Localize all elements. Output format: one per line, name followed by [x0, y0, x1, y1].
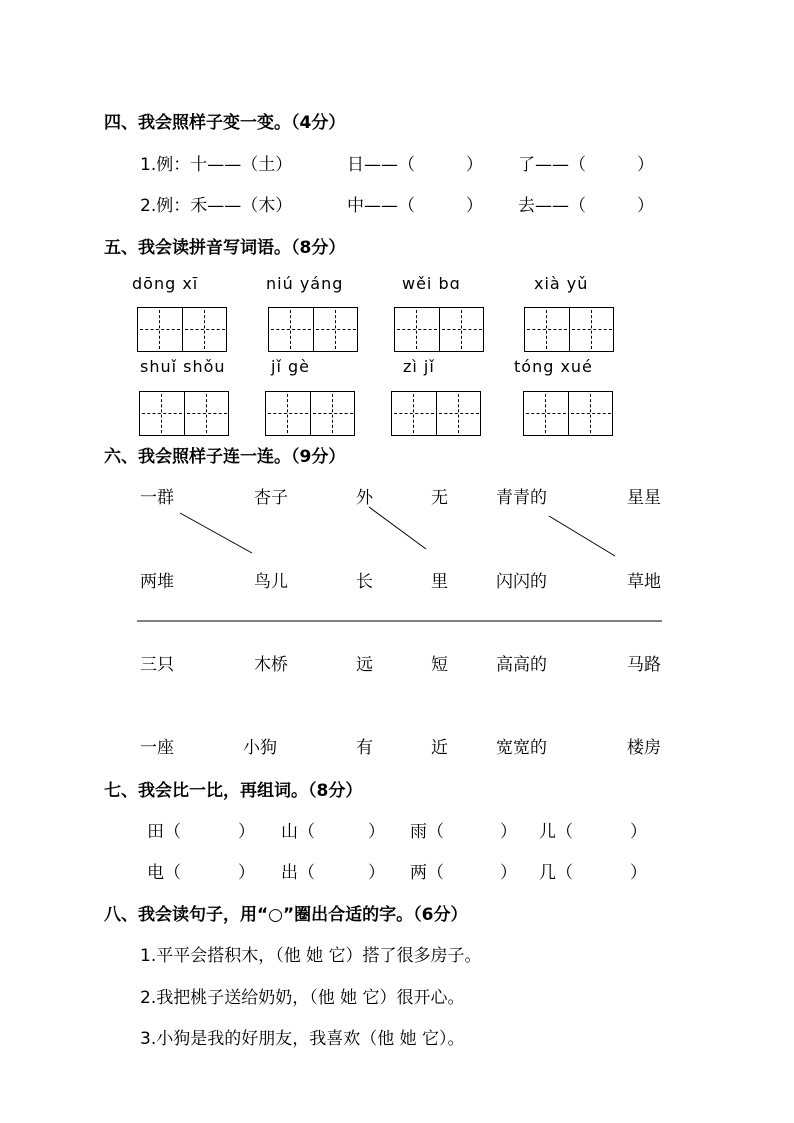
- match-word: 杏子: [254, 488, 288, 508]
- match-word: 三只: [140, 655, 174, 675]
- compare-close: ）: [630, 822, 647, 842]
- match-word: 青青的: [496, 488, 547, 508]
- match-line-1: [180, 513, 252, 553]
- compare-char: 儿（: [539, 822, 573, 842]
- compare-char: 几（: [539, 863, 573, 883]
- compare-char: 出（: [281, 863, 315, 883]
- pinyin-7: zì jǐ: [403, 357, 435, 376]
- compare-char: 雨（: [410, 822, 444, 842]
- sec4-row2-q1: 中——（: [347, 196, 415, 216]
- compare-close: ）: [500, 863, 517, 883]
- match-word: 有: [356, 738, 373, 758]
- match-word: 鸟儿: [254, 572, 288, 592]
- match-word: 无: [431, 488, 448, 508]
- pinyin-6: jǐ gè: [271, 357, 310, 376]
- pinyin-4: xià yǔ: [534, 274, 589, 293]
- section-7-title: 七、我会比一比，再组词。（8分）: [104, 781, 363, 801]
- match-word: 远: [356, 655, 373, 675]
- sec4-row2-q2-close: ）: [637, 196, 654, 216]
- match-word: 闪闪的: [496, 572, 547, 592]
- section-8-title: 八、我会读句子，用“○”圈出合适的字。（6分）: [104, 905, 468, 925]
- match-word: 两堆: [140, 572, 174, 592]
- section-4-title: 四、我会照样子变一变。（4分）: [104, 113, 346, 133]
- sec4-row1-q2-close: ）: [637, 155, 654, 175]
- sec4-row1-q2: 了——（: [518, 155, 586, 175]
- match-word: 马路: [627, 655, 661, 675]
- compare-close: ）: [368, 822, 385, 842]
- match-word: 近: [431, 738, 448, 758]
- pinyin-5: shuǐ shǒu: [140, 357, 226, 376]
- match-word: 一座: [140, 738, 174, 758]
- pinyin-3: wěi bɑ: [402, 274, 461, 293]
- match-word: 一群: [140, 488, 174, 508]
- sec4-row2-example: 2.例：禾——（木）: [140, 196, 293, 216]
- compare-char: 两（: [410, 863, 444, 883]
- sec4-row2-q1-close: ）: [466, 196, 483, 216]
- match-word: 高高的: [496, 655, 547, 675]
- section-5-title: 五、我会读拼音写词语。（8分）: [104, 238, 346, 258]
- match-word: 长: [356, 572, 373, 592]
- compare-close: ）: [238, 822, 255, 842]
- compare-close: ）: [500, 822, 517, 842]
- sec4-row1-q1-close: ）: [466, 155, 483, 175]
- compare-close: ）: [368, 863, 385, 883]
- match-word: 木桥: [254, 655, 288, 675]
- sentence-2: 2.我把桃子送给奶奶，（他 她 它）很开心。: [140, 988, 465, 1008]
- match-line-2: [369, 507, 426, 549]
- match-word: 外: [356, 488, 373, 508]
- compare-char: 田（: [147, 822, 181, 842]
- match-word: 短: [431, 655, 448, 675]
- sec4-row2-q2: 去——（: [518, 196, 586, 216]
- match-word: 星星: [627, 488, 661, 508]
- match-word: 宽宽的: [496, 738, 547, 758]
- pinyin-2: niú yáng: [266, 274, 344, 293]
- sentence-3: 3.小狗是我的好朋友，我喜欢（他 她 它）。: [140, 1029, 465, 1049]
- pinyin-8: tóng xué: [514, 357, 593, 376]
- sec4-row1-example: 1.例：十——（土）: [140, 155, 293, 175]
- match-word: 草地: [627, 572, 661, 592]
- pinyin-1: dōng xī: [132, 274, 199, 293]
- compare-close: ）: [630, 863, 647, 883]
- match-word: 小狗: [243, 738, 277, 758]
- section-6-title: 六、我会照样子连一连。（9分）: [104, 447, 346, 467]
- sentence-1: 1.平平会搭积木，（他 她 它）搭了很多房子。: [140, 946, 482, 966]
- compare-char: 山（: [281, 822, 315, 842]
- sec4-row1-q1: 日——（: [347, 155, 415, 175]
- compare-char: 电（: [147, 863, 181, 883]
- match-word: 楼房: [627, 738, 661, 758]
- match-word: 里: [431, 572, 448, 592]
- compare-close: ）: [238, 863, 255, 883]
- match-line-3: [549, 516, 615, 556]
